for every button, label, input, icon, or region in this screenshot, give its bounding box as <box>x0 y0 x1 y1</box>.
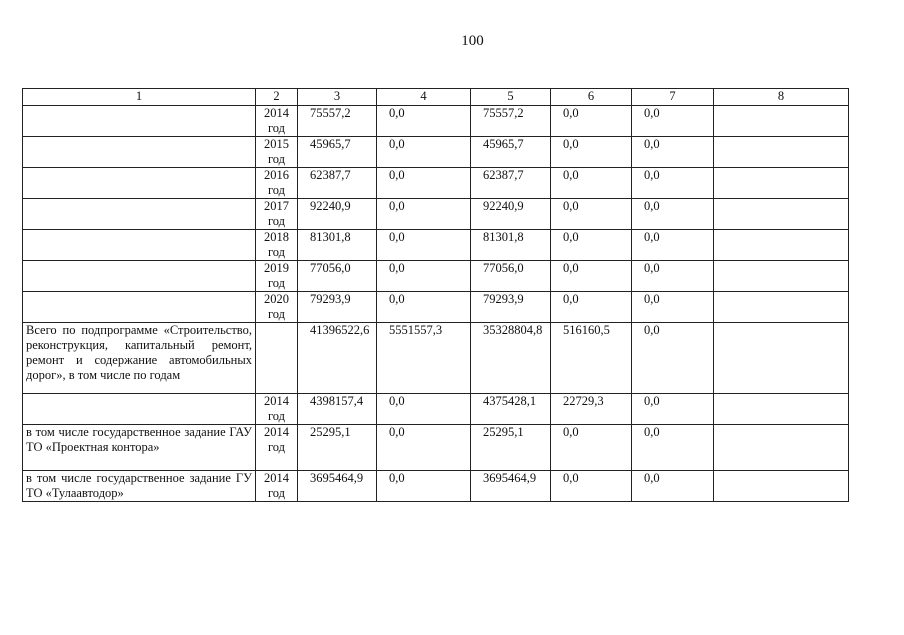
cell-col6: 0,0 <box>551 106 632 137</box>
cell-col8 <box>714 199 849 230</box>
table-row <box>23 425 849 471</box>
cell-col3: 92240,9 <box>298 199 377 230</box>
cell-col8 <box>714 230 849 261</box>
cell-col5: 81301,8 <box>471 230 551 261</box>
cell-col8 <box>714 292 849 323</box>
cell-col5: 4375428,1 <box>471 394 551 425</box>
cell-col6: 516160,5 <box>551 323 632 394</box>
cell-col6: 0,0 <box>551 137 632 168</box>
cell-col7: 0,0 <box>632 106 714 137</box>
row-description <box>23 261 256 292</box>
table-row <box>23 230 849 261</box>
cell-col6: 0,0 <box>551 425 632 471</box>
cell-col7: 0,0 <box>632 323 714 394</box>
cell-col8 <box>714 394 849 425</box>
row-year: 2019 год <box>256 261 298 292</box>
row-description <box>23 230 256 261</box>
row-year: 2018 год <box>256 230 298 261</box>
cell-col5: 3695464,9 <box>471 471 551 502</box>
row-year: 2014 год <box>256 471 298 502</box>
cell-col7: 0,0 <box>632 168 714 199</box>
table-row <box>23 261 849 292</box>
row-year <box>256 323 298 394</box>
cell-col6: 0,0 <box>551 230 632 261</box>
cell-col3: 41396522,6 <box>298 323 377 394</box>
row-year: 2020 год <box>256 292 298 323</box>
cell-col7: 0,0 <box>632 261 714 292</box>
cell-col4: 0,0 <box>377 230 471 261</box>
cell-col4: 0,0 <box>377 199 471 230</box>
cell-col7: 0,0 <box>632 199 714 230</box>
cell-col8 <box>714 106 849 137</box>
cell-col3: 45965,7 <box>298 137 377 168</box>
table-row <box>23 471 849 502</box>
column-header: 6 <box>551 89 632 106</box>
row-year: 2017 год <box>256 199 298 230</box>
column-header: 7 <box>632 89 714 106</box>
row-description <box>23 106 256 137</box>
cell-col8 <box>714 323 849 394</box>
table-row-total <box>23 323 849 394</box>
cell-col6: 22729,3 <box>551 394 632 425</box>
column-header: 2 <box>256 89 298 106</box>
cell-col5: 25295,1 <box>471 425 551 471</box>
row-description <box>23 394 256 425</box>
table-row <box>23 292 849 323</box>
cell-col4: 0,0 <box>377 394 471 425</box>
column-header: 5 <box>471 89 551 106</box>
cell-col6: 0,0 <box>551 261 632 292</box>
cell-col6: 0,0 <box>551 168 632 199</box>
cell-col3: 3695464,9 <box>298 471 377 502</box>
column-header: 4 <box>377 89 471 106</box>
column-header: 8 <box>714 89 849 106</box>
cell-col7: 0,0 <box>632 292 714 323</box>
table-row <box>23 394 849 425</box>
cell-col4: 0,0 <box>377 168 471 199</box>
cell-col5: 45965,7 <box>471 137 551 168</box>
cell-col7: 0,0 <box>632 230 714 261</box>
row-description <box>23 292 256 323</box>
cell-col4: 0,0 <box>377 106 471 137</box>
cell-col7: 0,0 <box>632 394 714 425</box>
row-description: в том числе государственное задание ГУ ТО «Тулаавтодор» <box>23 471 256 502</box>
cell-col8 <box>714 261 849 292</box>
cell-col6: 0,0 <box>551 471 632 502</box>
row-description: в том числе государственное задание ГАУ ТО «Проектная контора» <box>23 425 256 471</box>
cell-col5: 77056,0 <box>471 261 551 292</box>
cell-col8 <box>714 425 849 471</box>
row-description <box>23 137 256 168</box>
table-row <box>23 199 849 230</box>
cell-col3: 77056,0 <box>298 261 377 292</box>
cell-col6: 0,0 <box>551 292 632 323</box>
cell-col4: 0,0 <box>377 261 471 292</box>
cell-col7: 0,0 <box>632 425 714 471</box>
cell-col5: 75557,2 <box>471 106 551 137</box>
cell-col7: 0,0 <box>632 471 714 502</box>
table-row <box>23 168 849 199</box>
cell-col4: 0,0 <box>377 137 471 168</box>
cell-col8 <box>714 471 849 502</box>
cell-col3: 4398157,4 <box>298 394 377 425</box>
column-header: 3 <box>298 89 377 106</box>
cell-col5: 62387,7 <box>471 168 551 199</box>
cell-col3: 81301,8 <box>298 230 377 261</box>
cell-col3: 75557,2 <box>298 106 377 137</box>
cell-col4: 0,0 <box>377 425 471 471</box>
row-description <box>23 168 256 199</box>
cell-col8 <box>714 168 849 199</box>
cell-col3: 25295,1 <box>298 425 377 471</box>
cell-col5: 92240,9 <box>471 199 551 230</box>
cell-col4: 0,0 <box>377 471 471 502</box>
row-year: 2016 год <box>256 168 298 199</box>
row-description <box>23 199 256 230</box>
column-header: 1 <box>23 89 256 106</box>
row-year: 2014 год <box>256 394 298 425</box>
cell-col6: 0,0 <box>551 199 632 230</box>
cell-col8 <box>714 137 849 168</box>
cell-col5: 35328804,8 <box>471 323 551 394</box>
cell-col7: 0,0 <box>632 137 714 168</box>
table-header-row <box>23 89 849 106</box>
row-description: Всего по подпрограмме «Строительство, реконструкция, капитальный ремонт, ремонт и содержание автомобильных дорог», в том числе по годам <box>23 323 256 394</box>
cell-col5: 79293,9 <box>471 292 551 323</box>
cell-col3: 79293,9 <box>298 292 377 323</box>
table-row <box>23 137 849 168</box>
row-year: 2014 год <box>256 425 298 471</box>
budget-table <box>22 88 849 502</box>
page-number: 100 <box>461 33 484 49</box>
row-year: 2014 год <box>256 106 298 137</box>
row-year: 2015 год <box>256 137 298 168</box>
cell-col4: 5551557,3 <box>377 323 471 394</box>
cell-col4: 0,0 <box>377 292 471 323</box>
table-row <box>23 106 849 137</box>
cell-col3: 62387,7 <box>298 168 377 199</box>
